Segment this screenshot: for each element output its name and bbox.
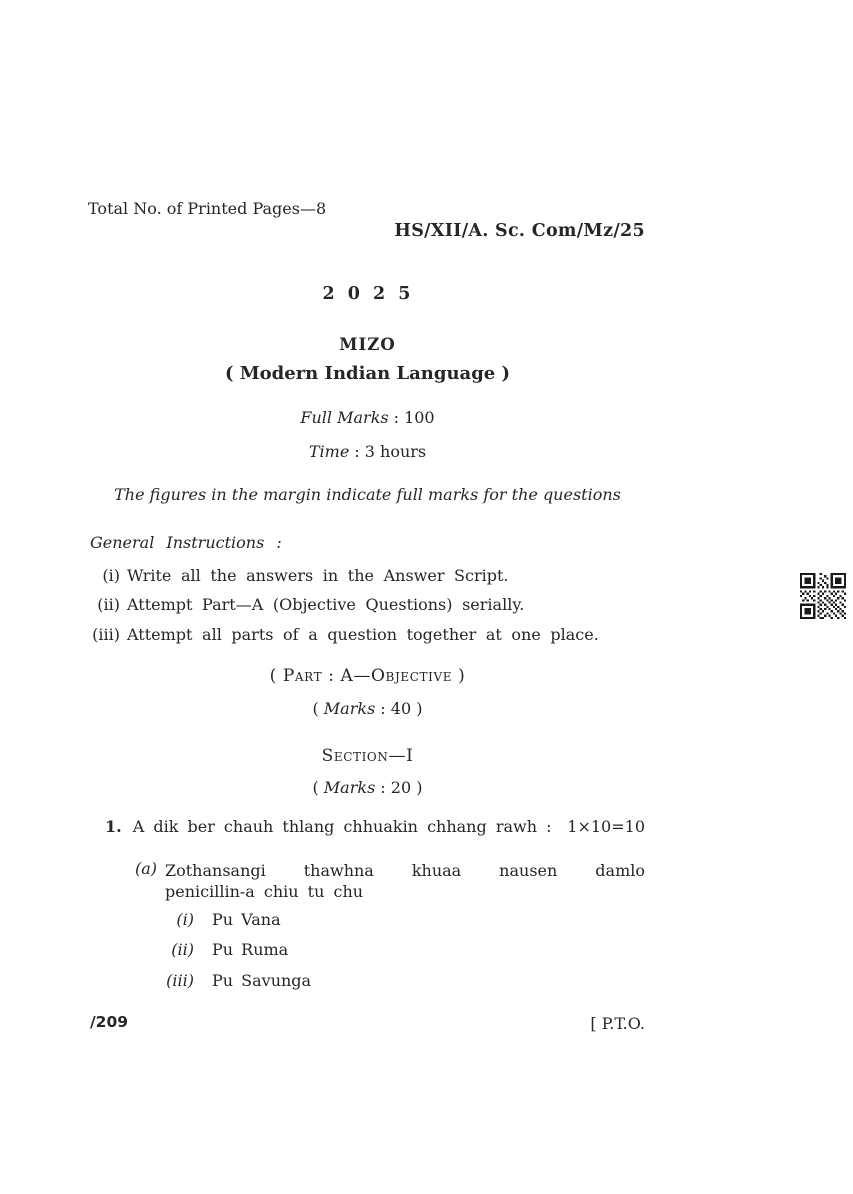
- question-1-left: [105, 818, 551, 836]
- option-text: Pu Vana: [212, 910, 281, 929]
- marks-label: Marks: [323, 699, 376, 718]
- marks-open-paren: (: [312, 778, 319, 797]
- question-1a-line1: Zothansangi thawhna khuaa nausen damlo: [165, 861, 645, 880]
- question-1a-label: (a): [135, 859, 158, 878]
- general-instructions-list: [90, 567, 645, 655]
- instruction-row: [90, 626, 645, 644]
- time-line: [90, 443, 645, 461]
- question-1a-options: [148, 911, 468, 1002]
- footer-paper-number: /209: [90, 1013, 129, 1031]
- exam-year: 2 0 2 5: [322, 284, 413, 304]
- instruction-number: (i): [102, 566, 120, 585]
- full-marks-label: Full Marks: [300, 408, 389, 427]
- footer-pto: [ P.T.O.: [590, 1014, 645, 1033]
- question-1-marks: 1×10=10: [567, 817, 645, 836]
- marks-label: Marks: [323, 778, 376, 797]
- marks-value: : 40 ): [380, 699, 423, 718]
- option-row: [148, 941, 468, 959]
- instruction-text: Attempt Part—A (Objective Questions) serially.: [127, 595, 525, 615]
- subject-title: MIZO: [339, 335, 396, 354]
- section-1-marks: [90, 779, 645, 797]
- instruction-text: Attempt all parts of a question together at one place.: [127, 624, 599, 644]
- instruction-number: (ii): [97, 595, 120, 615]
- option-text: Pu Savunga: [212, 970, 312, 990]
- option-row: [148, 911, 468, 929]
- full-marks-value: : 100: [393, 408, 435, 427]
- marks-open-paren: (: [312, 699, 319, 718]
- part-a-heading: ( Part : A—Objective ): [269, 666, 466, 686]
- question-1-number: 1.: [105, 817, 122, 836]
- marks-value: : 20 ): [380, 778, 423, 797]
- general-instructions-heading: General Instructions :: [90, 533, 282, 552]
- question-1a-line2: penicillin-a chiu tu chu: [165, 882, 364, 901]
- instruction-text: Write all the answers in the Answer Script.: [127, 566, 509, 585]
- option-text: Pu Ruma: [212, 940, 289, 960]
- part-a-marks: [90, 700, 645, 718]
- qr-code-icon: [800, 573, 846, 619]
- option-number: (i): [176, 910, 194, 929]
- option-row: [148, 972, 468, 990]
- section-1-heading: Section—I: [321, 746, 414, 766]
- question-1-row: [105, 818, 645, 836]
- margin-note: The figures in the margin indicate full marks for the questions: [114, 485, 621, 504]
- option-number: (iii): [166, 970, 194, 990]
- instruction-row: [90, 567, 645, 585]
- total-pages: Total No. of Printed Pages—8: [88, 199, 327, 218]
- question-1-text: A dik ber chauh thlang chhuakin chhang rawh :: [132, 817, 552, 836]
- full-marks-line: [90, 409, 645, 427]
- subject-subtitle: ( Modern Indian Language ): [224, 363, 511, 384]
- instruction-row: [90, 596, 645, 614]
- option-number: (ii): [171, 940, 194, 960]
- time-value: : 3 hours: [354, 442, 427, 461]
- paper-code: HS/XII/A. Sc. Com/Mz/25: [394, 221, 645, 241]
- question-1a-text: [165, 860, 645, 902]
- time-label: Time: [308, 442, 350, 461]
- instruction-number: (iii): [92, 624, 120, 644]
